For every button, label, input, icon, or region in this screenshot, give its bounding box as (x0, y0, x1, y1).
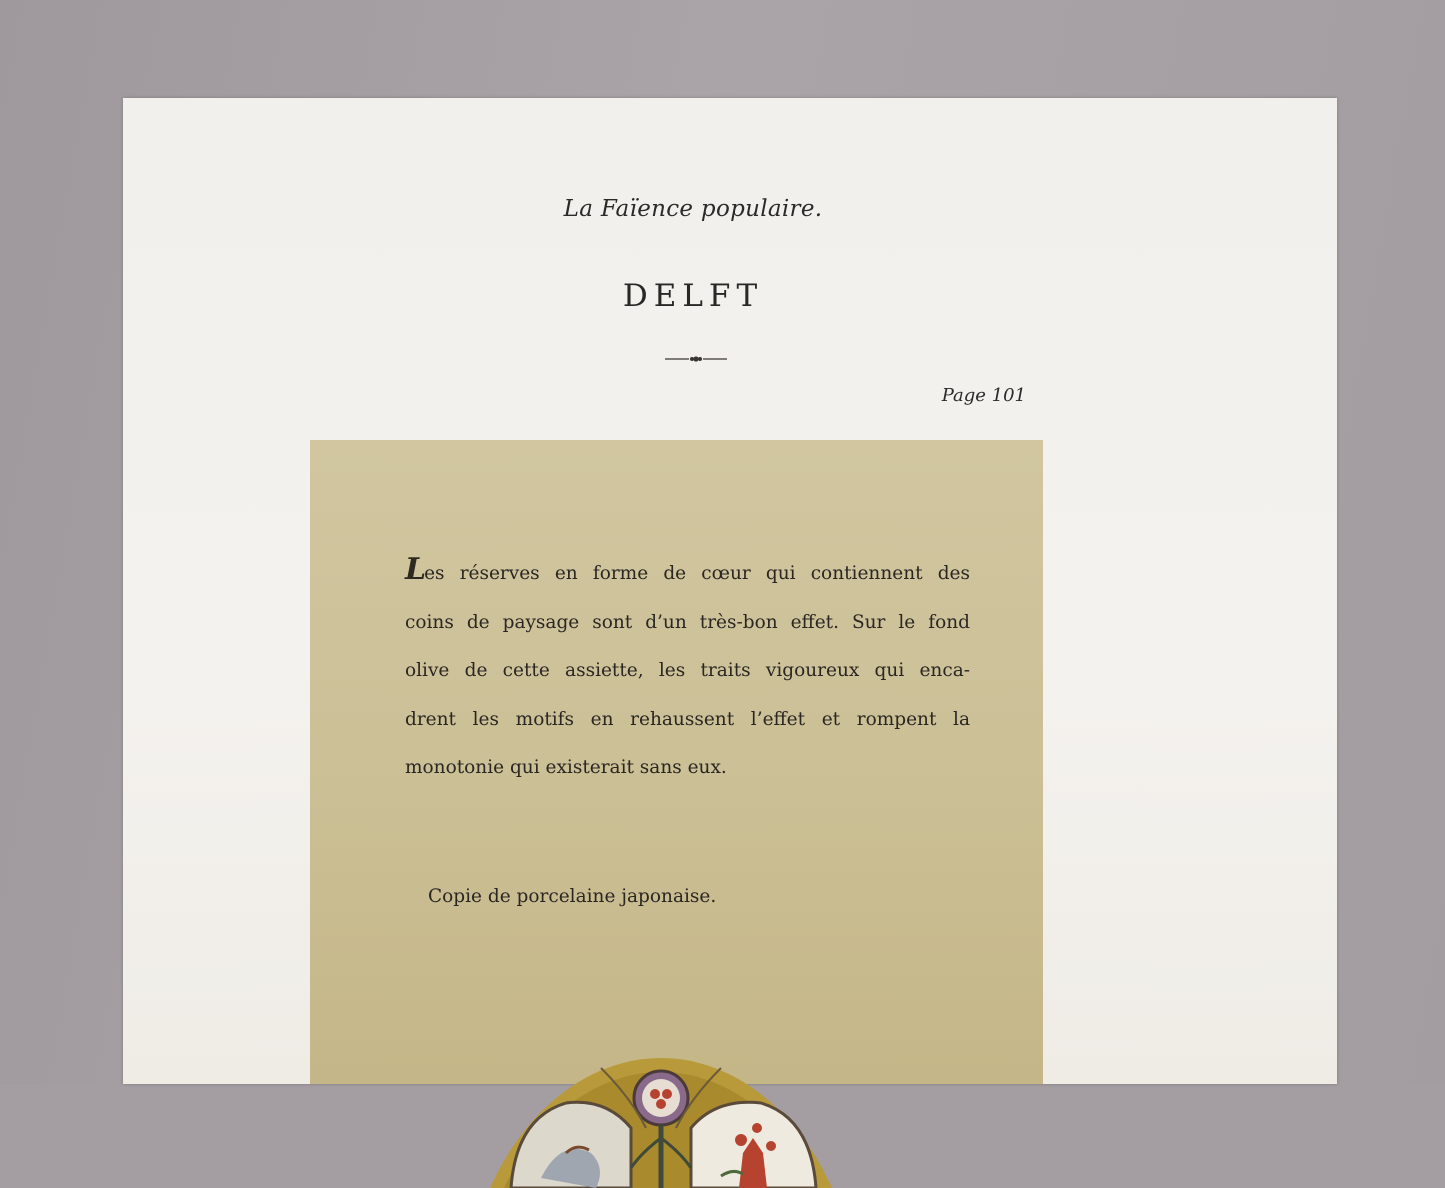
text-line-2: coins de paysage sont d’un très-bon effet. Sur le fond (405, 611, 970, 633)
caption: Copie de porcelaine japonaise. (428, 886, 717, 907)
running-title: La Faïence populaire. (563, 196, 823, 222)
text-line-5: monotonie qui existerait sans eux. (405, 757, 727, 778)
text-line-1: es réserves en forme de cœur qui contiennent des (424, 563, 970, 584)
drop-cap: L (405, 552, 425, 587)
page-number: Page 101 (941, 385, 1026, 406)
plate-illustration (471, 1058, 851, 1188)
plate-panel (310, 440, 1043, 1084)
text-line-4: drent les motifs en rehaussent l’effet et rompent la (405, 708, 970, 730)
text-line (405, 546, 970, 599)
text-line-3: olive de cette assiette, les traits vigoureux qui enca- (405, 660, 970, 681)
ornament-icon (665, 352, 727, 366)
description-text (405, 546, 970, 793)
page-sheet (123, 98, 1337, 1084)
plate-title: DELFT (622, 278, 764, 314)
